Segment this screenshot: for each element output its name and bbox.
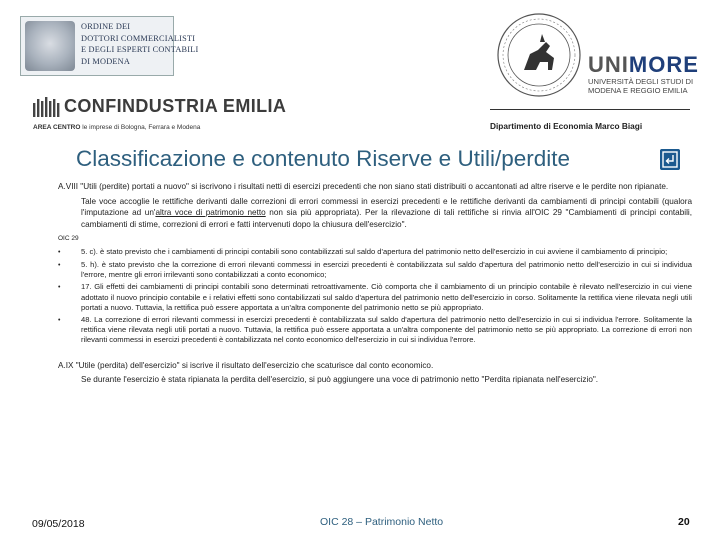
a9-intro: A.IX "Utile (perdita) dell'esercizio" si iscrive il risultato dell'esercizio che scaturisce dal conto economico. <box>58 360 434 370</box>
list-item <box>58 282 692 313</box>
list-item <box>58 260 692 280</box>
confindustria-tagline: le imprese di Bologna, Ferrara e Modena <box>82 124 201 131</box>
unimore-logo <box>588 52 699 78</box>
a8-detail-part-2: non sia più appropriata). Per la rilevazione di tali rettifiche si rinvia all'OIC 29 "Cambiamenti di principi contabili, cambiamenti di stime, correzioni di errori e fatti intervenuti dopo la chiusura dell'esercizio". <box>81 208 692 229</box>
footer-title: OIC 28 – Patrimonio Netto <box>320 516 444 528</box>
odcec-logo <box>20 16 199 76</box>
bullet-icon: • <box>58 262 61 269</box>
a8-detail <box>58 196 692 231</box>
bullet-text: 48. La correzione di errori rilevanti commessi in esercizi precedenti è contabilizzata sul saldo d'apertura del patrimonio netto dell'esercizio in cui si individua l'errore. Solitamente la rettifica viene rilevata negli utili portati a nuovo. Tuttavia, la rettifica può essere apportata a un'altra componente del patrimonio netto se più appropriato. La correzione di errori non rilevanti commessi in esercizi precedenti è contabilizzata nel conto economico dell'esercizio in cui si individua l'errore. <box>81 315 692 345</box>
page-number: 20 <box>678 516 690 528</box>
slide-title: Classificazione e contenuto Riserve e Utili/perdite <box>76 146 570 171</box>
unimore-subtitle-1: UNIVERSITÀ DEGLI STUDI DI <box>588 77 694 86</box>
bullet-text: 5. h). è stato previsto che la correzione di errori rilevanti commessi in esercizi precedenti è contabilizzata sul saldo d'apertura del patrimonio netto dell'esercizio in cui si individua l'errore, mentre gli errori irrilevanti sono contabilizzati a conto economico; <box>81 260 692 280</box>
department-divider <box>490 109 690 110</box>
footer-date: 09/05/2018 <box>32 518 85 530</box>
a8-detail-underlined: altra voce di patrimonio netto <box>155 208 266 217</box>
bullet-icon: • <box>58 317 61 325</box>
unimore-subtitle <box>588 77 693 95</box>
unimore-logo-more: MORE <box>628 52 699 77</box>
confindustria-area: AREA CENTRO <box>33 124 81 131</box>
slide-body <box>58 181 692 386</box>
bullet-text: 17. Gli effetti dei cambiamenti di principi contabili sono determinati retroattivamente. Ciò comporta che il cambiamento di un principio contabile è rilevato nell'esercizio in cui viene adottato il nuovo principio contabile e i relativi effetti sono contabilizzati sul saldo d'apertura del patrimonio netto dell'esercizio in corso. Solitamente la rettifica viene rilevata negli utili portati a nuovo. Tuttavia, la rettifica può essere apportata a un'altra componente del patrimonio netto se più appropriato. <box>81 282 692 312</box>
return-arrow-icon[interactable] <box>660 149 680 170</box>
odcec-line-4: DI MODENA <box>81 56 131 66</box>
oic29-label: OIC 29 <box>58 235 79 242</box>
university-seal-icon <box>496 12 582 98</box>
bullet-icon: • <box>58 284 61 292</box>
odcec-emblem-icon <box>25 21 75 71</box>
unimore-logo-uni: UNI <box>588 52 629 77</box>
odcec-line-3: E DEGLI ESPERTI CONTABILI <box>81 45 199 54</box>
confindustria-logo-text: CONFINDUSTRIA EMILIA <box>64 96 287 116</box>
confindustria-subtitle <box>33 124 200 131</box>
list-item <box>58 247 692 259</box>
department-name: Dipartimento di Economia Marco Biagi <box>490 121 643 131</box>
a8-detail-part-1: Tale voce accoglie le rettifiche derivanti dalle correzioni di errori commessi in esercizi precedenti e le rettifiche derivanti da cambiamenti di principi contabili (qualora l'imputazione ad un' <box>81 196 692 217</box>
odcec-logo-text <box>81 21 199 67</box>
bullet-icon: • <box>58 248 61 256</box>
list-item <box>58 315 692 346</box>
unimore-subtitle-2: MODENA E REGGIO EMILIA <box>588 86 688 95</box>
bullet-text: 5. c). è stato previsto che i cambiamenti di principi contabili sono contabilizzati sul saldo d'apertura del patrimonio netto dell'esercizio in cui avviene il cambiamento di principio; <box>81 246 668 256</box>
a9-detail: Se durante l'esercizio è stata ripianata la perdita dell'esercizio, si può aggiungere una voce di patrimonio netto "Perdita ripianata nell'esercizio". <box>81 375 599 385</box>
confindustria-emblem-icon <box>32 95 62 119</box>
odcec-line-2: DOTTORI COMMERCIALISTI <box>81 33 196 43</box>
odcec-line-1: ORDINE DEI <box>81 22 131 31</box>
a8-intro: A.VIII "Utili (perdite) portati a nuovo" si iscrivono i risultati netti di esercizi precedenti che non siano stati distribuiti o accantonati ad altre riserve e le perdite non ripianate. <box>58 182 669 191</box>
